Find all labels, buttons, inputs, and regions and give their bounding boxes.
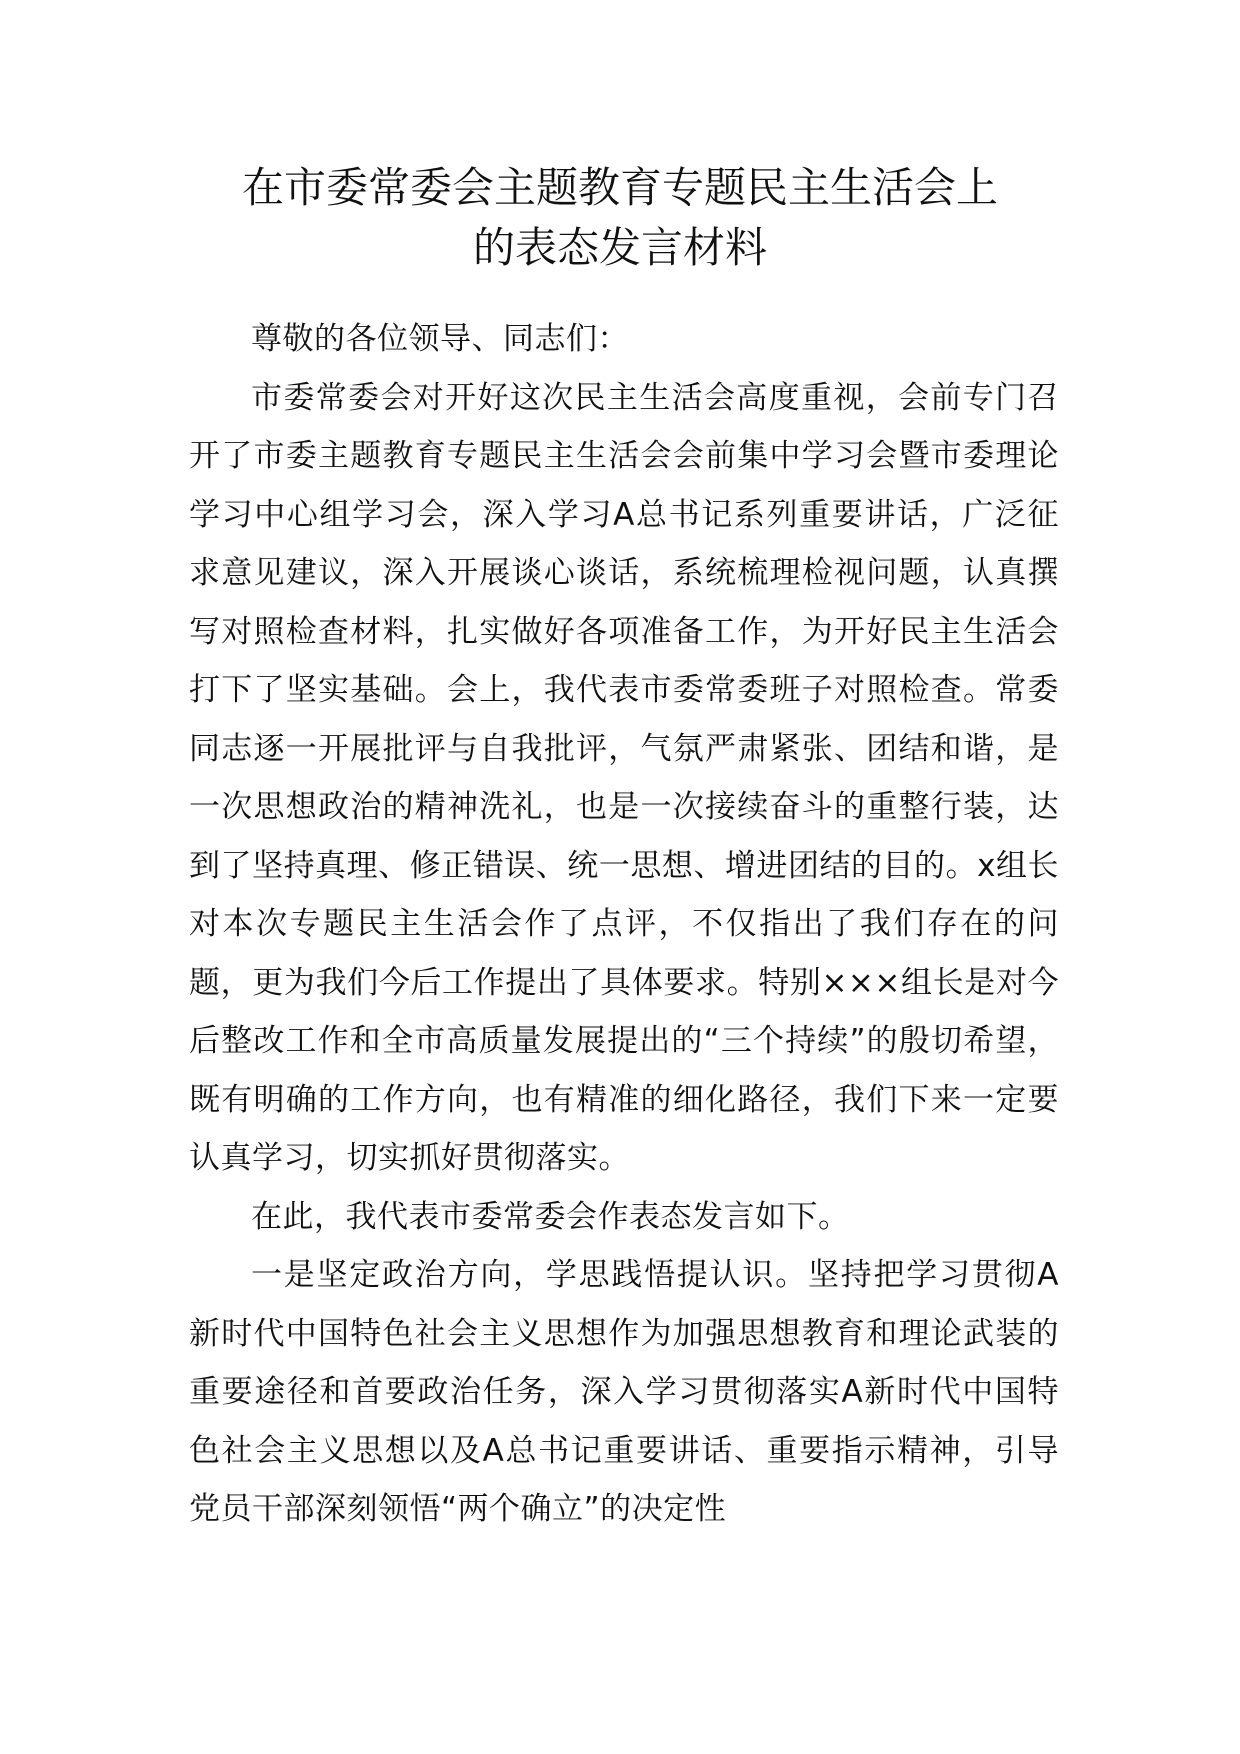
document-title-line-2: 的表态发言材料: [472, 223, 767, 272]
paragraph-point-one: 一是坚定政治方向，学思践悟提认识。坚持把学习贯彻A新时代中国特色社会主义思想作为加强思想教育和理论武装的重要途径和首要政治任务，深入学习贯彻落实A新时代中国特色社会主义思想以及A总书记重要讲话、重要指示精神，引导党员干部深刻领悟“两个确立”的决定性: [189, 1257, 1059, 1527]
salutation: 尊敬的各位领导、同志们：: [251, 321, 629, 357]
paragraph-intro: 市委常委会对开好这次民主生活会高度重视，会前专门召开了市委主题教育专题民主生活会会前集中学习会暨市委理论学习中心组学习会，深入学习A总书记系列重要讲话，广泛征求意见建议，深入开展谈心谈话，系统梳理检视问题，认真撰写对照检查材料，扎实做好各项准备工作，为开好民主生活会打下了坚实基础。会上，我代表市委常委班子对照检查。常委同志逐一开展批评与自我批评，气氛严肃紧张、团结和谐，是一次思想政治的精神洗礼，也是一次接续奋斗的重整行装，达到了坚持真理、修正错误、统一思想、增进团结的目的。x组长对本次专题民主生活会作了点评，不仅指出了我们存在的问题，更为我们今后工作提出了具体要求。特别×××组长是对今后整改工作和全市高质量发展提出的“三个持续”的殷切希望，既有明确的工作方向，也有精准的细化路径，我们下来一定要认真学习，切实抓好贯彻落实。: [189, 379, 1059, 1176]
document-body: [189, 310, 1059, 1539]
document-title: [150, 158, 1090, 278]
document-title-line-1: 在市委常委会主题教育专题民主生活会上: [241, 163, 998, 212]
paragraph-statement: 在此，我代表市委常委会作表态发言如下。: [251, 1198, 850, 1235]
